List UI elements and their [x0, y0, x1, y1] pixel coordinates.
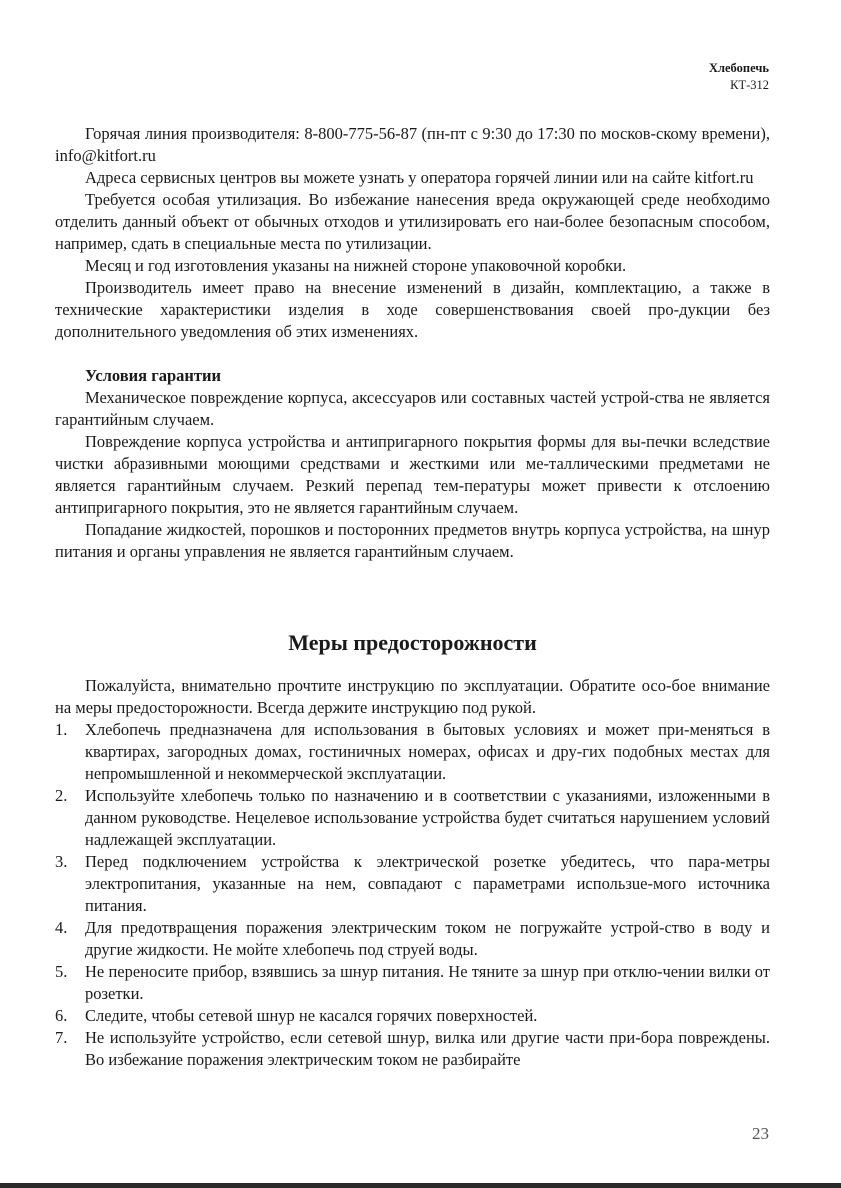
hotline-paragraph: Горячая линия производителя: 8-800-775-56-87 (пн-пт с 9:30 до 17:30 по москов-скому времени), info@kitfort.ru — [55, 124, 770, 165]
precautions-list — [55, 719, 770, 1071]
list-item — [55, 785, 770, 851]
manufacture-date-paragraph: Месяц и год изготовления указаны на нижней стороне упаковочной коробки. — [85, 256, 627, 275]
list-item-number: 1. — [55, 720, 68, 739]
bottom-border — [0, 1183, 841, 1188]
list-item-number: 3. — [55, 852, 68, 871]
list-item-text: Не используйте устройство, если сетевой шнур, вилка или другие части при-бора повреждены. Во избежание поражения электрическим током не разбирайте — [85, 1028, 770, 1069]
list-item-text: Перед подключением устройства к электрической розетке убедитесь, что пара-метры электропитания, указанные на нем, совпадают с параметрами использue-мого источника питания. — [85, 852, 770, 915]
list-item — [55, 719, 770, 785]
list-item-number: 5. — [55, 962, 68, 981]
list-item-number: 2. — [55, 786, 68, 805]
warranty-heading: Условия гарантии — [85, 366, 222, 385]
list-item-text: Хлебопечь предназначена для использования в бытовых условиях и может при-меняться в квартирах, загородных домах, гостиничных номерах, офисах и дру-гих подобных местах для непромышленной и некоммерческой эксплуатации. — [85, 720, 770, 783]
disposal-paragraph: Требуется особая утилизация. Во избежание нанесения вреда окружающей среде необходимо отделить данный объект от обычных отходов и утилизировать его наи-более безопасным способом, например, сдать в специальные места по утилизации. — [55, 190, 770, 253]
list-item-number: 4. — [55, 918, 68, 937]
service-centers-paragraph: Адреса сервисных центров вы можете узнать у оператора горячей линии или на сайте kitfort.ru — [85, 168, 754, 187]
list-item-text: Следите, чтобы сетевой шнур не касался горячих поверхностей. — [85, 1006, 538, 1025]
header-product-name: Хлебопечь — [708, 61, 769, 75]
list-item — [55, 961, 770, 1005]
list-item — [55, 1027, 770, 1071]
design-changes-paragraph: Производитель имеет право на внесение изменений в дизайн, комплектацию, а также в технические характеристики изделия в ходе совершенствования своей про-дукции без дополнительного уведомления об этих изменениях. — [55, 278, 770, 341]
warranty-paragraph: Попадание жидкостей, порошков и посторонних предметов внутрь корпуса устройства, на шнур питания и органы управления не является гарантийным случаем. — [55, 520, 770, 561]
precautions-heading: Меры предосторожности — [288, 630, 537, 655]
page-body — [55, 123, 770, 1071]
page-number: 23 — [752, 1124, 769, 1143]
list-item — [55, 851, 770, 917]
warranty-paragraph: Механическое повреждение корпуса, аксессуаров или составных частей устрой-ства не является гарантийным случаем. — [55, 388, 770, 429]
list-item — [55, 1005, 770, 1027]
precautions-intro: Пожалуйста, внимательно прочтите инструкцию по эксплуатации. Обратите осо-бое внимание на меры предосторожности. Всегда держите инструкцию под рукой. — [55, 676, 770, 717]
list-item-text: Используйте хлебопечь только по назначению и в соответствии с указаниями, изложенными в данном руководстве. Нецелевое использование устройства будет считаться нарушением условий надлежащей эксплуатации. — [85, 786, 770, 849]
header-model-number: КТ-312 — [730, 78, 769, 92]
warranty-section — [55, 365, 770, 563]
intro-section — [55, 123, 770, 343]
list-item-text: Для предотвращения поражения электрическим током не погружайте устрой-ство в воду и другие жидкости. Не мойте хлебопечь под струей воды. — [85, 918, 770, 959]
list-item-number: 6. — [55, 1006, 68, 1025]
list-item-text: Не переносите прибор, взявшись за шнур питания. Не тяните за шнур при отклю-чении вилки от розетки. — [85, 962, 770, 1003]
list-item-number: 7. — [55, 1028, 68, 1047]
running-header — [709, 60, 769, 94]
warranty-paragraph: Повреждение корпуса устройства и антипригарного покрытия формы для вы-печки вследствие чистки абразивными моющими средствами и жесткими или ме-таллическими предметами не является гарантийным случаем. Резкий перепад тем-пературы может привести к отслоению антипригарного покрытия, это не является гарантийным случаем. — [55, 432, 770, 517]
list-item — [55, 917, 770, 961]
precautions-section — [55, 629, 770, 1071]
